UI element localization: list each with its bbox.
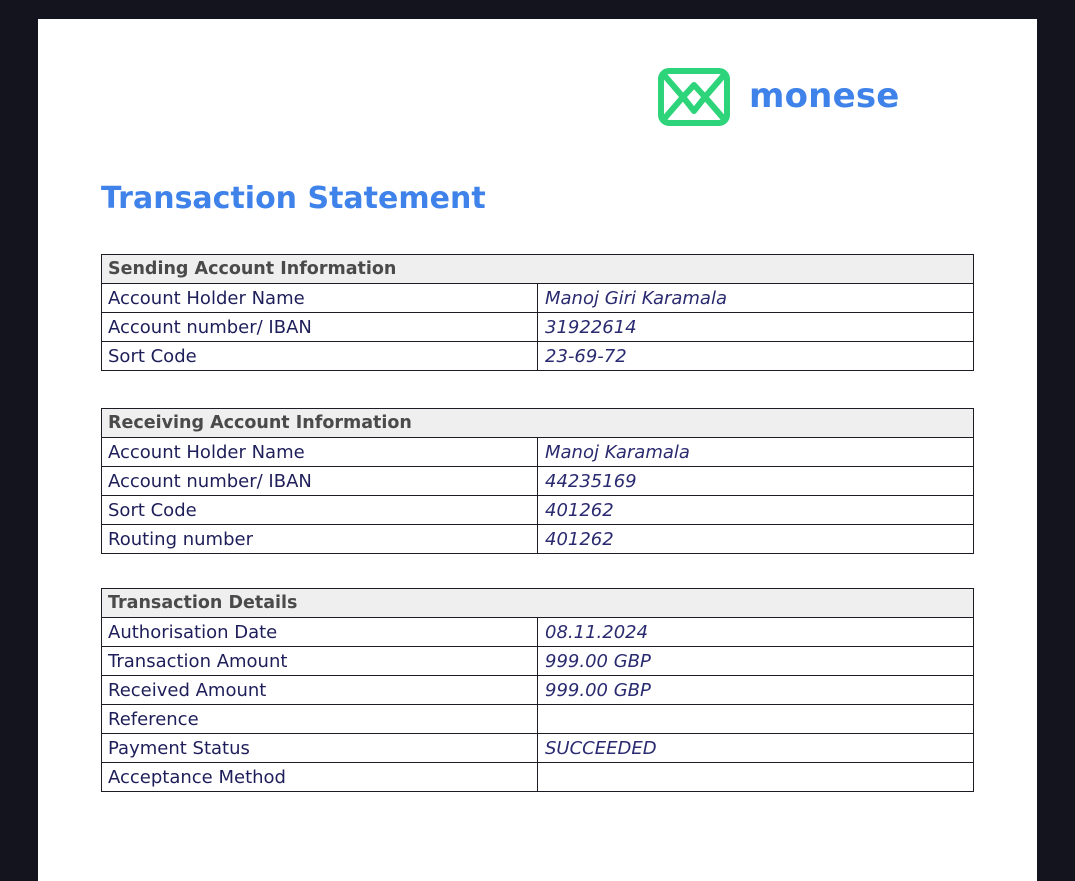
- row-label: Authorisation Date: [102, 618, 538, 647]
- row-value: 999.00 GBP: [538, 647, 974, 676]
- table-row: [102, 342, 974, 371]
- row-value: 401262: [538, 496, 974, 525]
- row-label: Received Amount: [102, 676, 538, 705]
- section-heading: Receiving Account Information: [102, 409, 974, 438]
- row-value: 31922614: [538, 313, 974, 342]
- brand-logo: [657, 67, 900, 127]
- row-value: [538, 763, 974, 792]
- statement-page: [38, 19, 1037, 881]
- document-title: Transaction Statement: [101, 181, 486, 216]
- receiving-account-table: [101, 408, 974, 554]
- row-value: SUCCEEDED: [538, 734, 974, 763]
- row-label: Account number/ IBAN: [102, 313, 538, 342]
- section-header-row: [102, 255, 974, 284]
- table-row: [102, 734, 974, 763]
- table-row: [102, 763, 974, 792]
- row-label: Acceptance Method: [102, 763, 538, 792]
- row-value: 08.11.2024: [538, 618, 974, 647]
- section-header-row: [102, 589, 974, 618]
- row-label: Account Holder Name: [102, 284, 538, 313]
- row-value: 44235169: [538, 467, 974, 496]
- row-value: 401262: [538, 525, 974, 554]
- table-row: [102, 467, 974, 496]
- table-row: [102, 676, 974, 705]
- table-row: [102, 313, 974, 342]
- row-value: Manoj Karamala: [538, 438, 974, 467]
- table-row: [102, 438, 974, 467]
- sending-account-table: [101, 254, 974, 371]
- row-value: 23-69-72: [538, 342, 974, 371]
- brand-name: monese: [749, 76, 900, 116]
- row-label: Account Holder Name: [102, 438, 538, 467]
- table-row: [102, 525, 974, 554]
- row-label: Transaction Amount: [102, 647, 538, 676]
- section-heading: Transaction Details: [102, 589, 974, 618]
- row-label: Payment Status: [102, 734, 538, 763]
- row-label: Sort Code: [102, 342, 538, 371]
- row-value: 999.00 GBP: [538, 676, 974, 705]
- row-label: Sort Code: [102, 496, 538, 525]
- transaction-details-table: [101, 588, 974, 792]
- table-row: [102, 647, 974, 676]
- row-label: Reference: [102, 705, 538, 734]
- table-row: [102, 705, 974, 734]
- table-row: [102, 496, 974, 525]
- table-row: [102, 618, 974, 647]
- section-header-row: [102, 409, 974, 438]
- row-label: Account number/ IBAN: [102, 467, 538, 496]
- row-label: Routing number: [102, 525, 538, 554]
- row-value: Manoj Giri Karamala: [538, 284, 974, 313]
- monese-m-logo-icon: [657, 67, 731, 127]
- table-row: [102, 284, 974, 313]
- section-heading: Sending Account Information: [102, 255, 974, 284]
- row-value: [538, 705, 974, 734]
